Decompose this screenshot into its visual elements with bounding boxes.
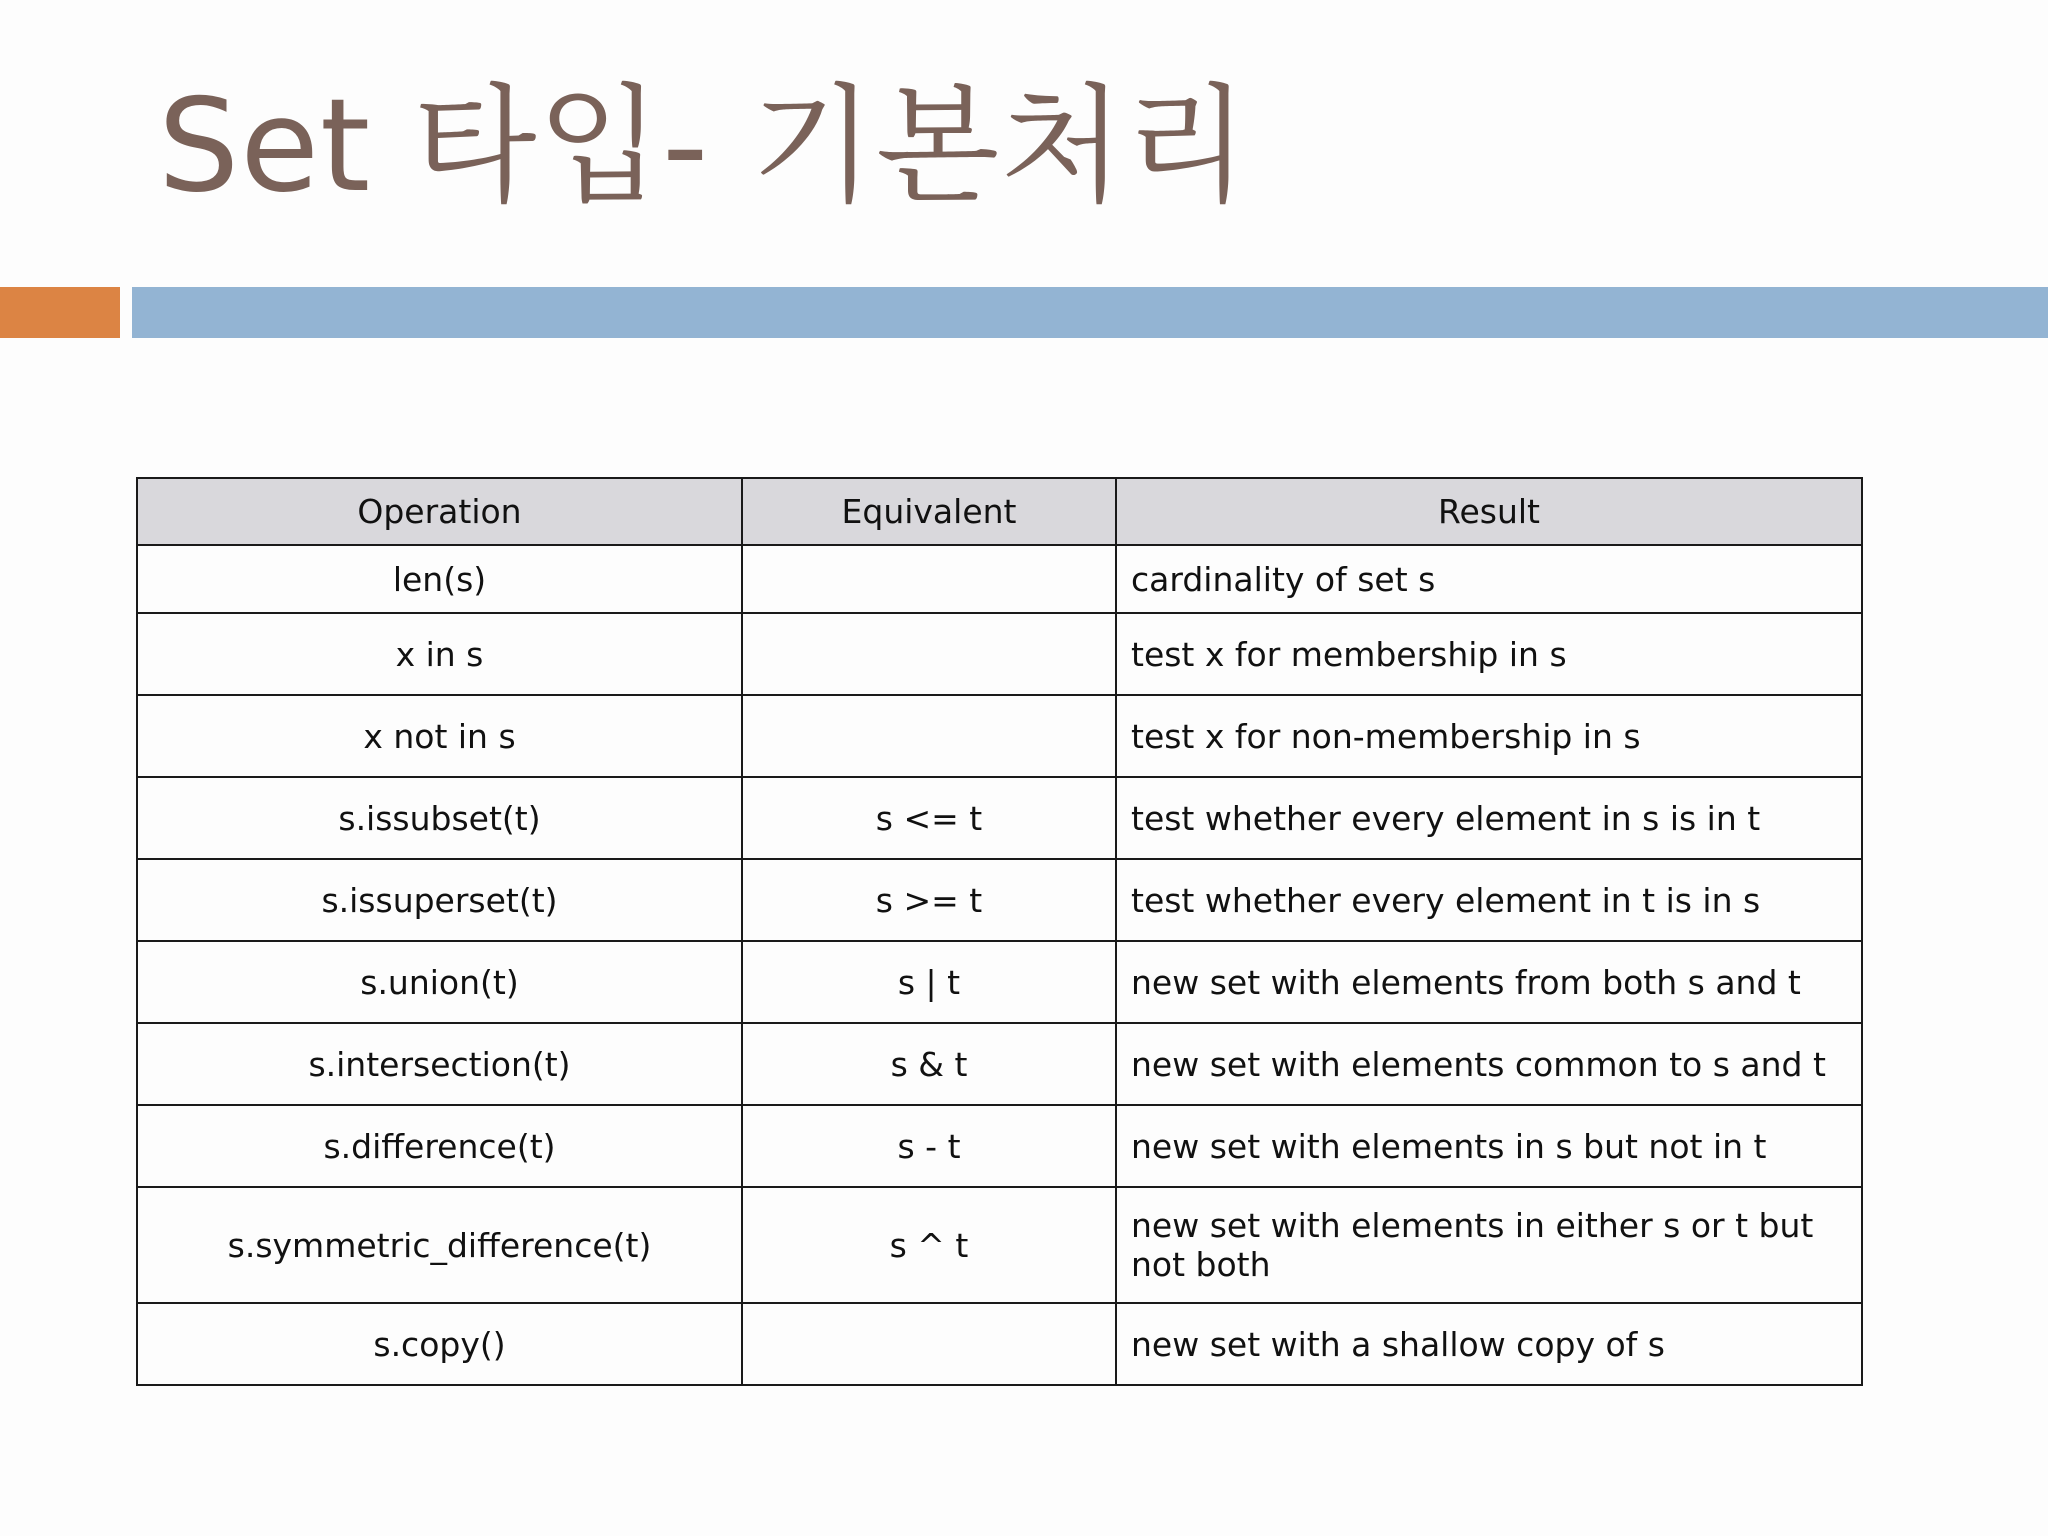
result-cell: cardinality of set s [1116,545,1862,613]
equivalent-cell [742,613,1116,695]
result-cell: test x for non-membership in s [1116,695,1862,777]
table-row [137,1023,1862,1105]
operation-cell: s.symmetric_difference(t) [137,1187,742,1303]
equivalent-cell: s - t [742,1105,1116,1187]
result-cell: new set with elements from both s and t [1116,941,1862,1023]
table-row [137,1105,1862,1187]
table-row [137,613,1862,695]
table-row [137,545,1862,613]
accent-bar-blue [132,287,2048,338]
equivalent-cell: s ^ t [742,1187,1116,1303]
header-operation: Operation [137,478,742,545]
operation-cell: s.difference(t) [137,1105,742,1187]
operation-cell: s.issuperset(t) [137,859,742,941]
table-row [137,859,1862,941]
operation-cell: len(s) [137,545,742,613]
result-cell: new set with elements in s but not in t [1116,1105,1862,1187]
equivalent-cell: s <= t [742,777,1116,859]
operation-cell: s.union(t) [137,941,742,1023]
equivalent-cell: s & t [742,1023,1116,1105]
header-equivalent: Equivalent [742,478,1116,545]
header-result: Result [1116,478,1862,545]
result-cell: new set with elements common to s and t [1116,1023,1862,1105]
table-row [137,777,1862,859]
result-cell: test whether every element in t is in s [1116,859,1862,941]
equivalent-cell: s >= t [742,859,1116,941]
operation-cell: s.intersection(t) [137,1023,742,1105]
equivalent-cell [742,695,1116,777]
equivalent-cell [742,1303,1116,1385]
equivalent-cell [742,545,1116,613]
set-operations-table [136,477,1863,1386]
equivalent-cell: s | t [742,941,1116,1023]
table-header-row [137,478,1862,545]
table-row [137,695,1862,777]
result-cell: test whether every element in s is in t [1116,777,1862,859]
result-cell: test x for membership in s [1116,613,1862,695]
table-row [137,941,1862,1023]
result-cell: new set with a shallow copy of s [1116,1303,1862,1385]
operation-cell: x in s [137,613,742,695]
operation-cell: s.copy() [137,1303,742,1385]
page-title: Set 타입- 기본처리 [158,72,1250,221]
accent-bar-orange [0,287,120,338]
result-cell: new set with elements in either s or t but not both [1116,1187,1862,1303]
table-row [137,1303,1862,1385]
operation-cell: x not in s [137,695,742,777]
operation-cell: s.issubset(t) [137,777,742,859]
table-row [137,1187,1862,1303]
